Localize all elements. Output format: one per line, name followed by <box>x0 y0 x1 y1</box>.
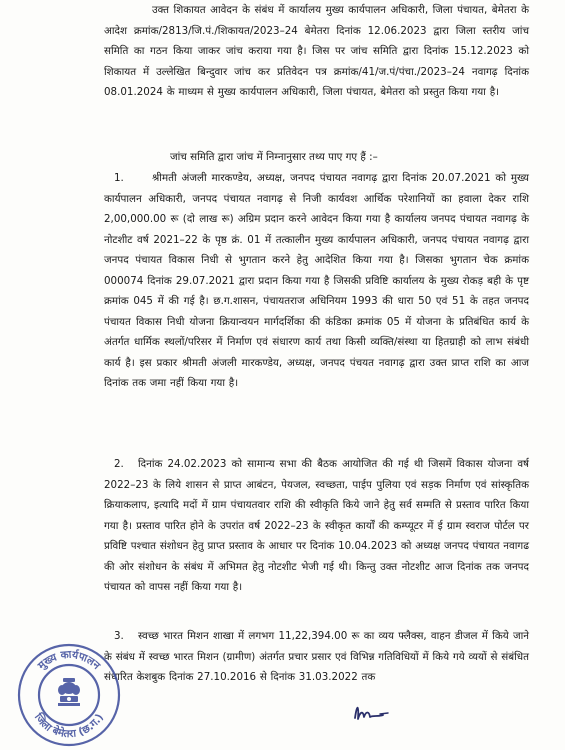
point-1-number: 1. <box>114 172 124 184</box>
point-2-number: 2. <box>114 458 124 470</box>
point-3-number: 3. <box>114 630 124 642</box>
svg-text:मुख्य कार्यपालन: मुख्य कार्यपालन <box>35 648 103 672</box>
office-seal-stamp <box>14 640 124 750</box>
intro-paragraph: उक्त शिकायत आवेदन के संबंध में कार्यालय मुख्य कार्यपालन अधिकारी, जिला पंचायत, बेमेतरा के आदेश क्रमांक/2813/जि.पं./शिकायत/2023–24 बेमेतरा दिनांक 12.06.2023 द्वारा जिला स्तरीय जांच समिति का गठन किया जाकर जांच कराया गया है। जिस पर जांच समिति द्वारा दिनांक 15.12.2023 को शिकायत में उल्लेखित बिन्दुवार जांच कर प्रतिवेदन पत्र क्रमांक/41/ज.पं/पंचा./2023–24 नवागढ़ दिनांक 08.01.2024 के माध्यम से मुख्य कार्यपालन अधिकारी, जिला पंचायत, बेमेतरा को प्रस्तुत किया गया है। <box>104 4 529 98</box>
point-3-paragraph: स्वच्छ भारत मिशन शाखा में लगभग 11,22,394.00 रू का व्यय फ्लैक्स, वाहन डीजल में किये जाने के संबंध में स्वच्छ भारत मिशन (ग्रामीण) अंतर्गत प्रचार प्रसार एवं विभिन्न गतिविधियों में किये गये व्ययों से संबंधित संधारित केशबुक दिनांक 27.10.2016 से दिनांक 31.03.2022 तक <box>104 630 529 683</box>
handwritten-signature <box>352 700 392 724</box>
svg-text:जिला बेमेतरा (छ.ग.): जिला बेमेतरा (छ.ग.) <box>31 711 106 741</box>
point-2-paragraph: दिनांक 24.02.2023 को सामान्य सभा की बैठक आयोजित की गई थी जिसमें विकास योजना वर्ष 2022–23 के लिये शासन से प्राप्त आबंटन, पेयजल, स्वच्छता, पाईप पुलिया एवं सड़क निर्माण एवं सांस्कृतिक क्रियाकलाप, इत्यादि मदों में ग्राम पंचायतवार राशि की स्वीकृति किये जाने हेतु सर्व सम्मति से प्रस्ताव पारित किया गया है। प्रस्ताव पारित होने के उपरांत वर्ष 2022–23 के स्वीकृत कार्यों की कम्प्यूटर में ई ग्राम स्वराज पोर्टल पर प्रविष्टि पश्चात संशोधन हेतु प्राप्त प्रस्ताव के आधार पर दिनांक 10.04.2023 को अध्यक्ष जनपद पंचायत नवागढ की ओर संशोधन के संबंध में अभिमत हेतु नोटशीट भेजी गई थी। किन्तु उक्त नोटशीट आज दिनांक तक जनपद पंचायत को वापस नहीं किया गया है। <box>104 458 529 593</box>
point-1-paragraph: श्रीमती अंजली मारकण्डेय, अध्यक्ष, जनपद पंचायत नवागढ़ द्वारा दिनांक 20.07.2021 को मुख्य कार्यपालन अधिकारी, जनपद पंचायत नवागढ़ से निजी कार्यवश आर्थिक परेशानियों का हवाला देकर राशि 2,00,000.00 रू (दो लाख रू) अग्रिम प्रदान करने आवेदन किया गया है कार्यालय जनपद पंचायत नवागढ़ के नोटशीट वर्ष 2021–22 के पृष्ठ क्रं. 01 में तत्कालीन मुख्य कार्यपालन अधिकारी, जनपद पंचायत नवागढ़ द्वारा जनपद पंचायत विकास निधी से भुगतान करने हेतु आदेशित किया गया है। जिसका भुगतान चेक क्रमांक 000074 दिनांक 29.07.2021 द्वारा प्रदान किया गया है जिसकी प्रविष्टि कार्यालय के मुख्य रोकड़ बही के पृष्ट क्रमांक 045 में की गई है। छ.ग.शासन, पंचायतराज अधिनियम 1993 की धारा 50 एवं 51 के तहत जनपद पंचायत विकास निधी योजना क्रियान्वयन मार्गदर्शिका की कंडिका क्रमांक 05 में योजना के प्रतिबंधित कार्य के अंतर्गत धार्मिक स्थलों/परिसर में निर्माण एवं संधारण कार्य तथा किसी व्यक्ति/संस्था या हितग्राही को लाभ संबंधी कार्य है। इस प्रकार श्रीमती अंजली मारकण्डेय, अध्यक्ष, जनपद पंचयत नवागढ़ द्वारा उक्त प्राप्त राशि का आज दिनांक तक जमा नहीं किया गया है। <box>104 172 529 389</box>
findings-heading: जांच समिति द्वारा जांच में निम्नानुसार तथ्य पाए गए हैं :– <box>170 151 378 163</box>
